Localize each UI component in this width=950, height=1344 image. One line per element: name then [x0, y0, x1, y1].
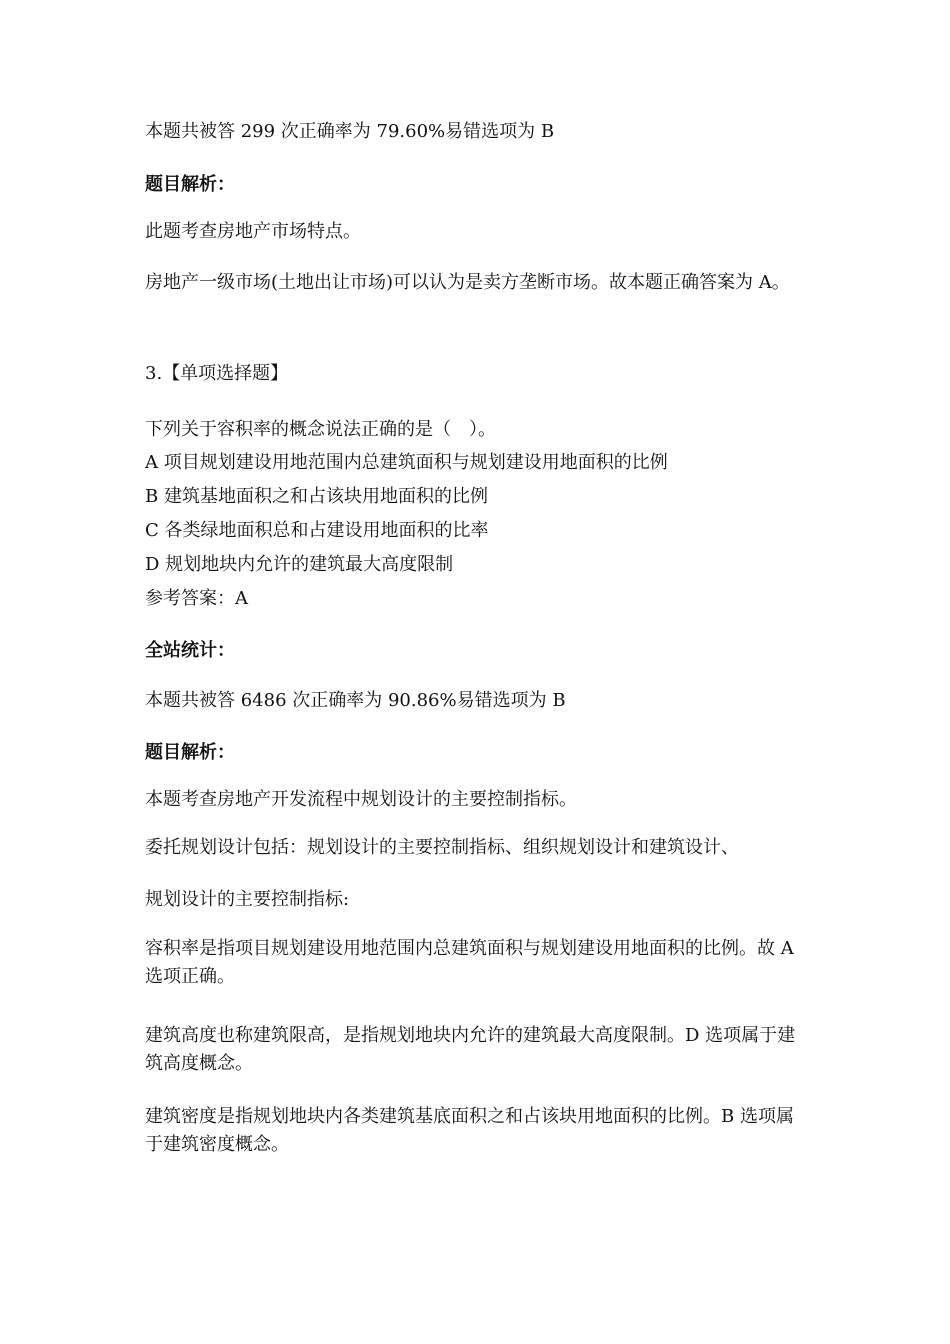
prev-stats-text: 本题共被答 299 次正确率为 79.60%易错选项为 B	[145, 121, 555, 142]
prev-analysis-heading: 题目解析：	[145, 174, 235, 195]
prev-analysis-body: 房地产一级市场(土地出让市场)可以认为是卖方垄断市场。故本题正确答案为 A。	[145, 272, 790, 293]
option-d: D 规划地块内允许的建筑最大高度限制	[145, 554, 454, 575]
prev-analysis-intro: 此题考查房地产市场特点。	[145, 221, 361, 242]
stats-text: 本题共被答 6486 次正确率为 90.86%易错选项为 B	[145, 690, 566, 711]
analysis-paragraph-3: 规划设计的主要控制指标:	[145, 889, 350, 910]
question-stem: 下列关于容积率的概念说法正确的是（ ）。	[145, 419, 496, 440]
option-a: A 项目规划建设用地范围内总建筑面积与规划建设用地面积的比例	[145, 452, 668, 473]
option-b: B 建筑基地面积之和占该块用地面积的比例	[145, 486, 488, 507]
option-c: C 各类绿地面积总和占建设用地面积的比率	[145, 520, 489, 541]
analysis-paragraph-5: 建筑高度也称建筑限高，是指规划地块内允许的建筑最大高度限制。D 选项属于建筑高度概念。	[145, 1025, 796, 1074]
analysis-paragraph-6: 建筑密度是指规划地块内各类建筑基底面积之和占该块用地面积的比例。B 选项属于建筑密度概念。	[145, 1106, 794, 1155]
analysis-paragraph-4: 容积率是指项目规划建设用地范围内总建筑面积与规划建设用地面积的比例。故 A 选项正确。	[145, 938, 794, 987]
stats-heading: 全站统计：	[145, 640, 235, 661]
analysis-paragraph-1: 本题考查房地产开发流程中规划设计的主要控制指标。	[145, 789, 577, 810]
reference-answer: 参考答案：A	[145, 588, 248, 609]
question-header: 3.【单项选择题】	[145, 363, 289, 384]
analysis-paragraph-2: 委托规划设计包括：规划设计的主要控制指标、组织规划设计和建筑设计、	[145, 837, 739, 858]
analysis-heading: 题目解析：	[145, 742, 235, 763]
